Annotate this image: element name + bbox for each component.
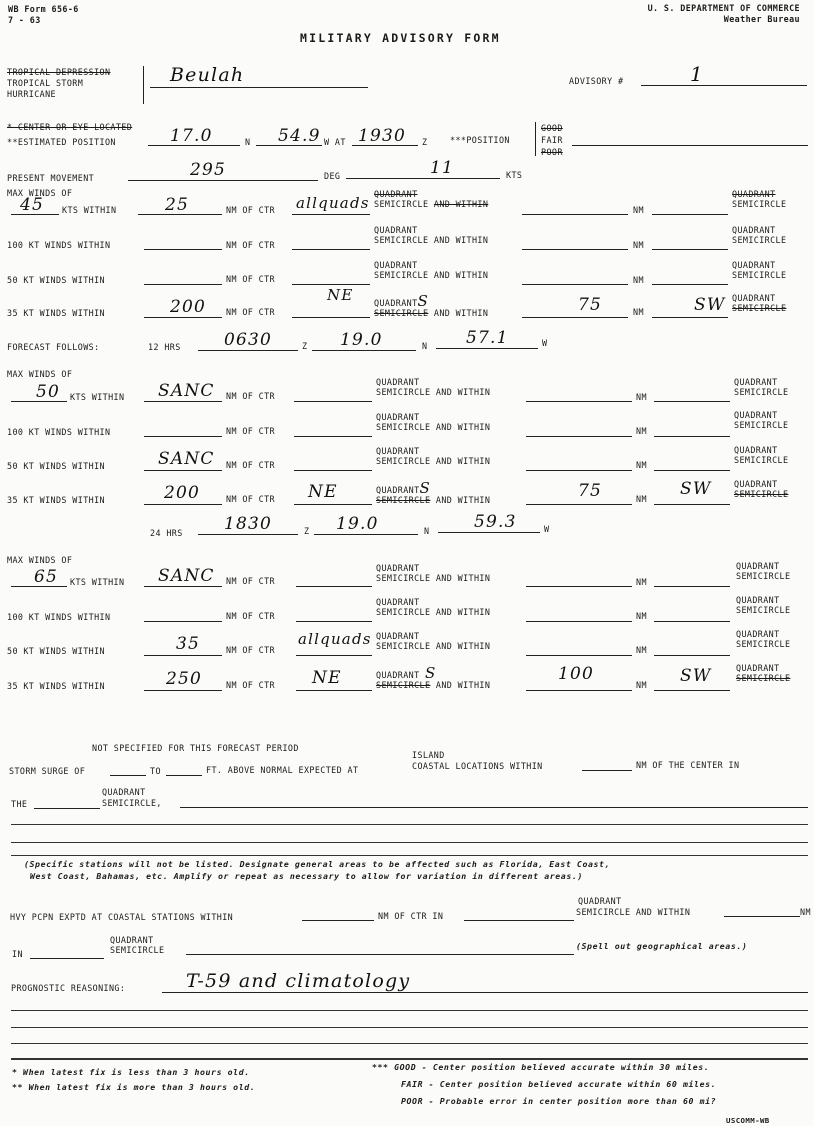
w35-value[interactable]: 200 <box>170 297 207 317</box>
reasoning-label: PROGNOSTIC REASONING: <box>11 983 126 993</box>
in-label: IN <box>12 949 23 959</box>
w50-label: 50 KT WINDS WITHIN <box>7 461 105 471</box>
quadrant-word: QUADRANT <box>110 935 154 945</box>
f12-time-line <box>198 350 298 351</box>
reasoning-value[interactable]: T-59 and climatology <box>186 970 411 992</box>
nm-label: NM <box>636 611 647 621</box>
w50-label: 50 KT WINDS WITHIN <box>7 275 105 285</box>
nm-of-ctr-label: NM OF CTR <box>226 391 275 401</box>
position-label: ***POSITION <box>450 135 510 145</box>
surge-note-1: (Specific stations will not be listed. Designate general areas to be affected such as Florida, East Coast, <box>24 859 611 869</box>
surge-line-2 <box>11 824 808 825</box>
w35-label: 35 KT WINDS WITHIN <box>7 495 105 505</box>
semicircle-and-within: SEMICIRCLE AND WITHIN <box>376 640 491 651</box>
nm-label: NM <box>636 392 647 402</box>
quadrant-word: QUADRANT <box>376 631 420 641</box>
footnote-good: *** GOOD - Center position believed accurate within 30 miles. <box>372 1062 710 1072</box>
kts-value[interactable]: 11 <box>430 158 455 178</box>
nm-of-ctr-label: NM OF CTR <box>226 576 275 586</box>
type-tropical-depression: TROPICAL DEPRESSION <box>7 67 111 77</box>
deg-line <box>128 180 318 181</box>
area2-line <box>654 655 730 656</box>
quadrant-word: QUADRANT <box>736 595 780 605</box>
quadrant-word: QUADRANT <box>376 412 420 422</box>
time-line <box>352 145 418 146</box>
semicircle-word: SEMICIRCLE <box>736 570 791 581</box>
coastal-line <box>582 770 632 771</box>
semicircle-word: SEMICIRCLE <box>732 269 787 280</box>
w100-line <box>144 249 222 250</box>
quadrant-word: QUADRANT <box>376 377 420 387</box>
quadrant-semicircle <box>376 666 490 691</box>
quadrant-word: QUADRANT <box>102 787 146 797</box>
semicircle-and-within: SEMICIRCLE AND WITHIN <box>376 572 491 583</box>
surge-note-2: West Coast, Bahamas, etc. Amplify or repeat as necessary to allow for variation in different areas.) <box>30 871 583 881</box>
f12-w50-line <box>144 470 222 471</box>
max-area-line <box>292 214 370 215</box>
advisory-label: ADVISORY # <box>569 76 624 86</box>
n-label: N <box>424 526 430 536</box>
w35-line <box>144 317 222 318</box>
semicircle-word: SEMICIRCLE <box>374 308 429 318</box>
quadrant-semicircle <box>376 378 490 398</box>
within-line <box>522 284 628 285</box>
w35-area-line <box>294 504 372 505</box>
semicircle-word: SEMICIRCLE <box>736 672 791 683</box>
lat-value[interactable]: 17.0 <box>170 126 213 146</box>
quadrant-semicircle-right <box>734 411 788 431</box>
reasoning-line-3 <box>11 1027 808 1028</box>
hrs12-label: 12 HRS <box>148 342 181 352</box>
quadrant-semicircle-right <box>736 562 790 582</box>
uscomm-label: USCOMM-WB <box>726 1116 770 1125</box>
nm-of-ctr-label: NM OF CTR <box>226 680 275 690</box>
form-date: 7 - 63 <box>8 15 41 25</box>
quadrant-semicircle-right <box>736 596 790 616</box>
nm-of-ctr-label: NM OF CTR <box>226 205 275 215</box>
quadrant-semicircle <box>376 481 490 506</box>
nm-of-ctr-label: NM OF CTR <box>226 274 275 284</box>
n-label: N <box>245 137 251 147</box>
semicircle-word: SEMICIRCLE <box>734 386 789 397</box>
f24-w35-within[interactable]: 100 <box>558 664 595 684</box>
w-label: W <box>544 524 550 534</box>
dept-line2: Weather Bureau <box>723 14 800 24</box>
f24-lat[interactable]: 19.0 <box>336 514 379 534</box>
w50-area-line <box>294 470 372 471</box>
quadrant-semicircle <box>374 190 488 210</box>
semicircle-word: SEMICIRCLE <box>736 604 791 615</box>
quadrant-word: QUADRANT <box>376 670 420 680</box>
quadrant-semicircle-right <box>736 664 790 684</box>
semicircle-and-within: SEMICIRCLE AND WITHIN <box>374 269 489 280</box>
semicircle-word: SEMICIRCLE <box>732 234 787 245</box>
quadrant-semicircle <box>376 413 490 433</box>
f24-max-line <box>11 586 67 587</box>
w35-area2-value[interactable]: SW <box>694 295 726 315</box>
area2-line <box>654 401 730 402</box>
surge-label: STORM SURGE OF <box>9 766 86 776</box>
f12-lon[interactable]: 57.1 <box>466 328 509 348</box>
kts-label: KTS <box>506 170 523 180</box>
footnote-poor: POOR - Probable error in center position more than 60 mi? <box>401 1096 717 1106</box>
quadrant-word: QUADRANT <box>734 445 778 455</box>
quadrant-word: QUADRANT <box>736 629 780 639</box>
nm-label: NM <box>633 205 644 215</box>
within-line <box>526 655 632 656</box>
nm-of-ctr-label: NM OF CTR <box>226 611 275 621</box>
semicircle-word: SEMICIRCLE <box>734 419 789 430</box>
quadrant-word: QUADRANT <box>376 563 420 573</box>
bracket <box>143 66 144 104</box>
movement-label: PRESENT MOVEMENT <box>7 173 95 183</box>
f12-w35-line <box>144 504 222 505</box>
footnote-2: ** When latest fix is more than 3 hours old. <box>12 1082 256 1092</box>
w-label: W <box>542 338 548 348</box>
semicircle-word: SEMICIRCLE <box>374 198 429 209</box>
w35-area-line <box>296 690 372 691</box>
max-winds-label: MAX WINDS OF <box>7 369 73 379</box>
z-label: Z <box>302 341 308 351</box>
semicircle-word: SEMICIRCLE <box>734 454 789 465</box>
quadrant-word: QUADRANT <box>374 225 418 235</box>
and-within-word: AND WITHIN <box>433 198 489 209</box>
semicircle-word: SEMICIRCLE <box>736 638 791 649</box>
nm-of-ctr-label: NM OF CTR <box>226 240 275 250</box>
precip-in-line <box>464 920 574 921</box>
quadrants-s[interactable]: S <box>425 664 437 682</box>
nm-label: NM <box>633 307 644 317</box>
area2-line <box>652 249 728 250</box>
nm-of-ctr-label: NM OF CTR <box>226 494 275 504</box>
quadrants-s[interactable]: S <box>419 479 432 497</box>
w35-area-line <box>292 317 370 318</box>
nm-label: NM <box>633 240 644 250</box>
nm-of-ctr-in-label: NM OF CTR IN <box>378 911 444 921</box>
surge-line-3 <box>11 842 808 843</box>
f12-w50-value[interactable]: SANC <box>158 449 215 469</box>
area2-line <box>652 214 728 215</box>
w50-area-line <box>292 284 370 285</box>
w100-area-line <box>294 436 372 437</box>
quadrant-word: QUADRANT <box>732 260 776 270</box>
island-label: ISLAND <box>412 750 445 760</box>
quadrant-semicircle-right <box>734 378 788 398</box>
f24-w35-value[interactable]: 250 <box>166 669 203 689</box>
nm-of-ctr-label: NM OF CTR <box>226 426 275 436</box>
w35-label: 35 KT WINDS WITHIN <box>7 681 105 691</box>
ft-above-label: FT. ABOVE NORMAL EXPECTED AT <box>206 765 359 775</box>
quadrant-word: QUADRANT <box>734 479 778 489</box>
z-label: Z <box>304 526 310 536</box>
surge-to-line <box>166 775 202 776</box>
within-line <box>526 586 632 587</box>
w100-line <box>144 436 222 437</box>
w100-label: 100 KT WINDS WITHIN <box>7 427 111 437</box>
quadrant-semicircle <box>376 447 490 467</box>
quadrant-semicircle-right <box>732 226 786 246</box>
reasoning-line-4 <box>11 1043 808 1044</box>
quality-bracket <box>535 122 536 156</box>
quadrant-word: QUADRANT <box>732 189 776 199</box>
area2-line <box>654 470 730 471</box>
f24-max-within-line <box>144 586 222 587</box>
f12-w35-area[interactable]: NE <box>308 482 338 502</box>
nm-label: NM <box>636 460 647 470</box>
within-line <box>522 317 628 318</box>
quadrant-semicircle <box>376 632 490 652</box>
time-value[interactable]: 1930 <box>358 126 407 146</box>
lon-line <box>256 145 322 146</box>
lat-line <box>148 145 240 146</box>
footnote-1: * When latest fix is less than 3 hours old. <box>12 1067 250 1077</box>
reasoning-line-1 <box>162 992 808 993</box>
the-label: THE <box>11 799 28 809</box>
f12-w35-within[interactable]: 75 <box>578 481 603 501</box>
w100-label: 100 KT WINDS WITHIN <box>7 240 111 250</box>
nm-of-ctr-label: NM OF CTR <box>226 645 275 655</box>
nm-label: NM <box>636 494 647 504</box>
w-at-label: W AT <box>324 137 346 147</box>
max-winds-label: MAX WINDS OF <box>7 555 73 565</box>
f12-w35-area2[interactable]: SW <box>680 479 712 499</box>
f12-time[interactable]: 0630 <box>224 330 273 350</box>
semicircle-and-within: SEMICIRCLE AND WITHIN <box>376 421 491 432</box>
reasoning-line-2 <box>11 1010 808 1011</box>
w100-area-line <box>292 249 370 250</box>
nm-of-ctr-label: NM OF CTR <box>226 460 275 470</box>
w50-area-line <box>296 655 372 656</box>
f24-area-line <box>296 586 372 587</box>
precip-label: HVY PCPN EXPTD AT COASTAL STATIONS WITHIN <box>10 912 234 922</box>
w50-line <box>144 284 222 285</box>
within-line <box>526 621 632 622</box>
w100-area-line <box>296 621 372 622</box>
semicircle-and-within: SEMICIRCLE AND WITHIN <box>376 455 491 466</box>
deg-value[interactable]: 295 <box>190 160 227 180</box>
lon-value[interactable]: 54.9 <box>278 126 321 146</box>
surge-line-4 <box>11 855 808 856</box>
semicircle-comma: SEMICIRCLE, <box>102 798 162 808</box>
f24-lon-line <box>438 532 540 533</box>
within-line <box>526 436 632 437</box>
f24-w50-area[interactable]: allquads <box>298 630 372 648</box>
area2-line <box>654 504 730 505</box>
estimated-position-label: **ESTIMATED POSITION <box>7 137 116 147</box>
page-title: MILITARY ADVISORY FORM <box>300 31 501 45</box>
quadrant-semicircle-right <box>732 190 786 210</box>
nm-label: NM <box>633 275 644 285</box>
reasoning-line-5 <box>11 1058 808 1060</box>
quadrants-s[interactable]: S <box>417 292 430 310</box>
f12-area-line <box>294 401 372 402</box>
quadrant-semicircle <box>376 564 490 584</box>
and-within-word: AND WITHIN <box>433 308 489 318</box>
type-hurricane: HURRICANE <box>7 89 56 99</box>
f24-time[interactable]: 1830 <box>224 514 273 534</box>
f12-lat[interactable]: 19.0 <box>340 330 383 350</box>
f12-max-within-line <box>144 401 222 402</box>
f24-w35-area2[interactable]: SW <box>680 666 712 686</box>
and-within-word: AND WITHIN <box>435 495 491 505</box>
forecast-follows-label: FORECAST FOLLOWS: <box>7 342 100 352</box>
nm-label: NM <box>636 645 647 655</box>
nm-of-ctr-label: NM OF CTR <box>226 307 275 317</box>
quadrant-semicircle <box>374 226 488 246</box>
f24-max-value[interactable]: 65 <box>34 567 59 587</box>
advisory-number[interactable]: 1 <box>690 62 704 86</box>
quadrant-semicircle-right <box>734 446 788 466</box>
f24-w50-line <box>144 655 222 656</box>
f12-max-line <box>11 401 67 402</box>
within-line <box>522 214 628 215</box>
z-label: Z <box>422 137 428 147</box>
quadrant-semicircle-right <box>734 480 788 500</box>
n-label: N <box>422 341 428 351</box>
area2-line <box>654 690 730 691</box>
quadrant-word: QUADRANT <box>732 293 776 303</box>
max-within-line <box>138 214 222 215</box>
f24-lat-line <box>314 534 418 535</box>
max-wind-value[interactable]: 45 <box>20 195 45 215</box>
quadrant-word: QUADRANT <box>734 410 778 420</box>
max-winds-label: MAX WINDS OF <box>7 188 73 198</box>
quality-good: GOOD <box>541 123 563 133</box>
footnote-fair: FAIR - Center position believed accurate within 60 miles. <box>401 1079 717 1089</box>
and-within-word: AND WITHIN <box>435 680 491 690</box>
precip-within-line <box>724 916 800 917</box>
quadrant-word: QUADRANT <box>374 189 418 199</box>
w35-within-value[interactable]: 75 <box>578 295 603 315</box>
semicircle-word: SEMICIRCLE <box>732 302 787 313</box>
precip-nm-line <box>302 920 374 921</box>
f24-lon[interactable]: 59.3 <box>474 512 517 532</box>
the-line <box>34 808 100 809</box>
w100-label: 100 KT WINDS WITHIN <box>7 612 111 622</box>
f24-w50-value[interactable]: 35 <box>176 634 201 654</box>
max-within-value[interactable]: 25 <box>165 195 190 215</box>
f24-w35-line <box>144 690 222 691</box>
kts-line <box>346 178 500 179</box>
quadrant-semicircle <box>374 261 488 281</box>
surge-area-line <box>180 807 808 808</box>
area2-line <box>652 284 728 285</box>
advisory-line <box>641 85 807 86</box>
form-id: WB Form 656-6 <box>8 4 79 14</box>
area2-line <box>652 317 728 318</box>
max-area-value[interactable]: allquads <box>296 194 370 212</box>
hrs24-label: 24 HRS <box>150 528 183 538</box>
nm-label: NM <box>636 680 647 690</box>
semicircle-word: SEMICIRCLE <box>734 488 789 499</box>
center-label: * CENTER OR EYE LOCATED <box>7 122 133 132</box>
f24-time-line <box>198 534 298 535</box>
quality-poor: POOR <box>541 147 563 157</box>
precip-area-line <box>186 954 574 955</box>
type-tropical-storm: TROPICAL STORM <box>7 78 84 88</box>
quadrant-word: QUADRANT <box>736 663 780 673</box>
area2-line <box>654 436 730 437</box>
nm-label: NM <box>636 577 647 587</box>
not-specified: NOT SPECIFIED FOR THIS FORECAST PERIOD <box>92 743 299 753</box>
nm-of-center-label: NM OF THE CENTER IN <box>636 760 740 770</box>
quadrant-word: QUADRANT <box>736 561 780 571</box>
quadrant-word: QUADRANT <box>734 377 778 387</box>
kts-within-label: KTS WITHIN <box>70 392 125 402</box>
nm-label: NM <box>800 907 811 917</box>
quadrant-semicircle <box>376 598 490 618</box>
quadrant-word: QUADRANT <box>374 260 418 270</box>
kts-within-label: KTS WITHIN <box>70 577 125 587</box>
semicircle-word: SEMICIRCLE <box>732 198 787 209</box>
w35-area-value[interactable]: NE <box>327 286 354 304</box>
w35-label: 35 KT WINDS WITHIN <box>7 308 105 318</box>
quadrant-semicircle-right <box>736 630 790 650</box>
storm-name-line <box>150 87 368 88</box>
f12-max-within[interactable]: SANC <box>158 381 215 401</box>
storm-name[interactable]: Beulah <box>170 64 245 86</box>
f12-lon-line <box>436 348 538 349</box>
max-wind-line <box>11 214 59 215</box>
semicircle-and-within: SEMICIRCLE AND WITHIN <box>576 907 691 917</box>
quadrant-semicircle-right <box>732 261 786 281</box>
semicircle-word: SEMICIRCLE <box>376 680 431 690</box>
semicircle-and-within: SEMICIRCLE AND WITHIN <box>376 606 491 617</box>
kts-within-label: KTS WITHIN <box>62 205 117 215</box>
semicircle-and-within: SEMICIRCLE AND WITHIN <box>374 234 489 245</box>
quadrant-word: QUADRANT <box>578 896 622 906</box>
within-line <box>526 504 632 505</box>
quality-fair: FAIR <box>541 135 563 145</box>
quadrant-semicircle <box>374 294 488 319</box>
dept-line1: U. S. DEPARTMENT OF COMMERCE <box>647 3 800 13</box>
w100-line <box>144 621 222 622</box>
quadrant-word: QUADRANT <box>376 446 420 456</box>
quadrant-semicircle-right <box>732 294 786 314</box>
quadrant-word: QUADRANT <box>376 597 420 607</box>
semicircle-word: SEMICIRCLE <box>110 945 165 955</box>
area2-line <box>654 621 730 622</box>
semicircle-and-within: SEMICIRCLE AND WITHIN <box>376 386 491 397</box>
nm-label: NM <box>636 426 647 436</box>
within-line <box>526 401 632 402</box>
deg-label: DEG <box>324 171 341 181</box>
f12-max-value[interactable]: 50 <box>36 382 61 402</box>
quadrant-word: QUADRANT <box>732 225 776 235</box>
spell-out-label: (Spell out geographical areas.) <box>576 941 748 951</box>
area2-line <box>654 586 730 587</box>
f12-w35-value[interactable]: 200 <box>164 483 201 503</box>
to-label: TO <box>150 766 161 776</box>
within-line <box>526 690 632 691</box>
semicircle-word: SEMICIRCLE <box>376 495 431 505</box>
within-line <box>526 470 632 471</box>
surge-from-line <box>110 775 146 776</box>
quadrant-word: QUADRANT <box>374 298 418 308</box>
f24-w35-area[interactable]: NE <box>312 668 342 688</box>
within-line <box>522 249 628 250</box>
w50-label: 50 KT WINDS WITHIN <box>7 646 105 656</box>
quality-line <box>572 145 808 146</box>
f12-lat-line <box>312 350 416 351</box>
f24-max-within[interactable]: SANC <box>158 566 215 586</box>
quadrant-word: QUADRANT <box>376 485 420 495</box>
precip-quad-line <box>30 958 104 959</box>
coastal-label: COASTAL LOCATIONS WITHIN <box>412 761 543 771</box>
